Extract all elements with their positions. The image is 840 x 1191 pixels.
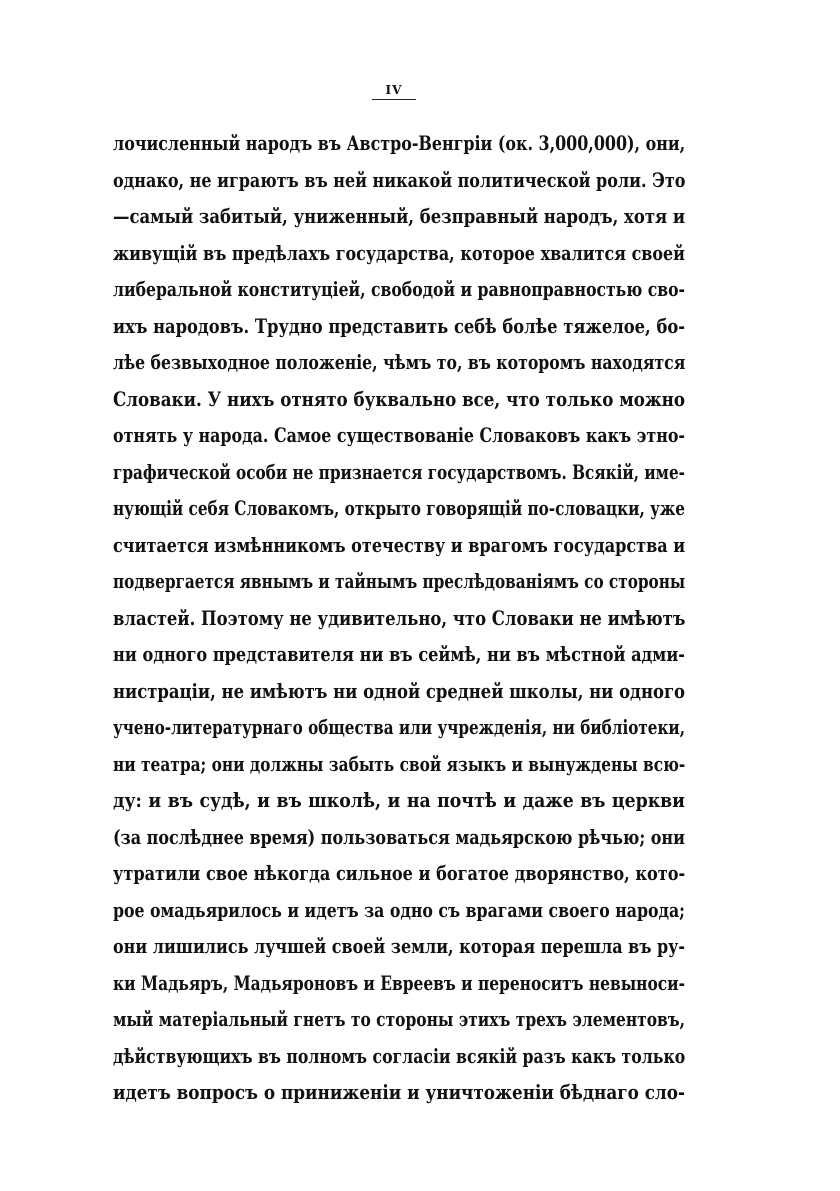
- page-number-rule: [372, 99, 416, 100]
- text-line: учено-литературнаго общества или учрежденія, ни библіотеки,: [113, 716, 685, 739]
- text-line: ни театра; они должны забыть свой языкъ и вынуждены всю-: [113, 752, 686, 776]
- text-line: графической особи не признается государствомъ. Всякій, име-: [113, 460, 685, 484]
- text-line: нистраціи, не имѣютъ ни одной средней школы, ни одного: [113, 679, 685, 703]
- body-text: [113, 126, 685, 1112]
- text-line: рое омадьярилось и идетъ за одно съ врагами своего народа;: [113, 898, 685, 922]
- text-line: они лишились лучшей своей земли, которая перешла въ ру-: [113, 935, 685, 958]
- text-line: дѣйствующихъ въ полномъ согласіи всякій разъ какъ только: [113, 1044, 686, 1068]
- text-line: мый матеріальный гнетъ то стороны этихъ трехъ элементовъ,: [113, 1008, 685, 1031]
- text-line: ни одного представителя ни въ сеймѣ, ни въ мѣстной адми-: [113, 643, 685, 666]
- text-line: ду: и въ судѣ, и въ школѣ, и на почтѣ и даже въ церкви: [113, 789, 685, 812]
- text-line: либеральной конституціей, свободой и равноправностью сво-: [113, 278, 686, 301]
- text-line: —самый забитый, униженный, безправный народъ, хотя и: [113, 205, 686, 228]
- page-number-header: [368, 83, 420, 100]
- text-line: утратили свое нѣкогда сильное и богатое дворянство, кото-: [113, 862, 686, 885]
- text-line: властей. Поэтому не удивительно, что Словаки не имѣютъ: [113, 606, 686, 630]
- text-line: ихъ народовъ. Трудно представить себѣ болѣе тяжелое, бо-: [113, 314, 685, 338]
- text-line: отнять у народа. Самое существованіе Словаковъ какъ этно-: [113, 424, 685, 447]
- text-line: нующій себя Словакомъ, открыто говорящій по-словацки, уже: [113, 497, 685, 520]
- text-line: считается измѣнникомъ отечеству и врагомъ государства и: [113, 533, 686, 557]
- text-line: Словаки. У нихъ отнято буквально все, что только можно: [113, 387, 685, 411]
- text-line: (за послѣднее время) пользоваться мадьярскою рѣчью; они: [113, 825, 685, 849]
- text-line: подвергается явнымъ и тайнымъ преслѣдованіямъ со стороны: [113, 570, 686, 593]
- text-line: однако, не играютъ въ ней никакой политической роли. Это: [113, 168, 686, 192]
- page-number: IV: [385, 83, 403, 97]
- text-line: лѣе безвыходное положеніе, чѣмъ то, въ которомъ находятся: [113, 351, 686, 374]
- text-line: лочисленный народъ въ Австро-Венгріи (ок. 3,000,000), они,: [113, 132, 686, 155]
- text-line: ки Мадьяръ, Мадьяроновъ и Евреевъ и переноситъ невыноси-: [113, 971, 685, 995]
- text-line: идетъ вопросъ о приниженіи и уничтоженіи бѣднаго сло-: [113, 1081, 685, 1104]
- text-line: живущій въ предѣлахъ государства, которое хвалится своей: [113, 241, 685, 265]
